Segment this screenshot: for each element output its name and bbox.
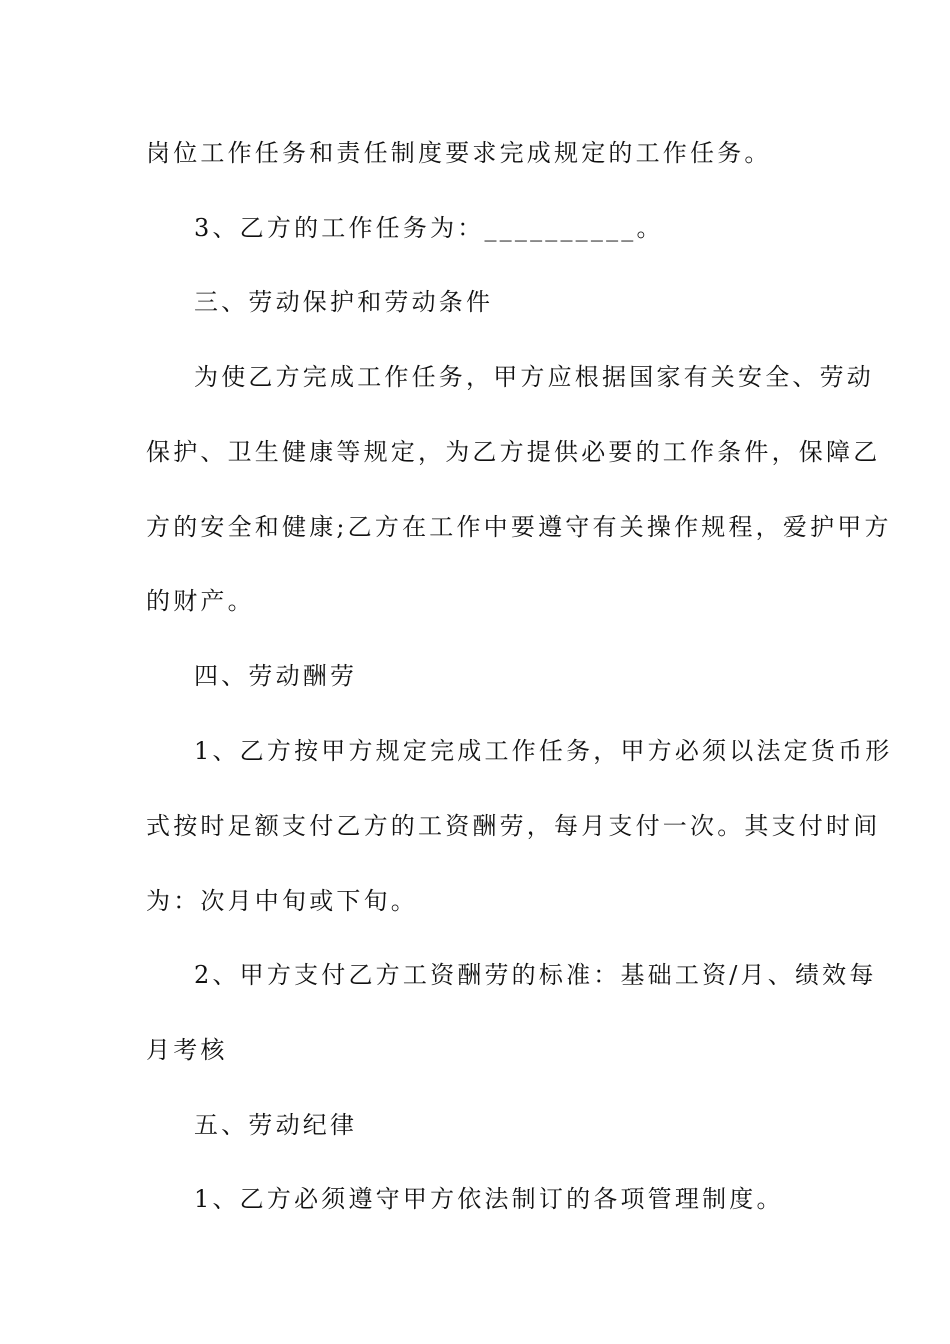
- task-item-3: 3、乙方的工作任务为：__________。: [194, 214, 664, 242]
- paragraph-line: 2、甲方支付乙方工资酬劳的标准：基础工资/月、绩效每: [194, 961, 877, 989]
- section-heading-3: 三、劳动保护和劳动条件: [194, 288, 494, 316]
- paragraph-line: 保护、卫生健康等规定，为乙方提供必要的工作条件，保障乙: [146, 438, 881, 466]
- paragraph-line: 为：次月中旬或下旬。: [146, 887, 418, 915]
- paragraph-line: 1、乙方按甲方规定完成工作任务，甲方必须以法定货币形: [194, 737, 893, 765]
- paragraph-line: 月考核: [146, 1036, 228, 1064]
- paragraph-line: 1、乙方必须遵守甲方依法制订的各项管理制度。: [194, 1185, 784, 1213]
- paragraph-line: 方的安全和健康;乙方在工作中要遵守有关操作规程，爱护甲方: [146, 513, 892, 541]
- paragraph-line: 为使乙方完成工作任务，甲方应根据国家有关安全、劳动: [194, 363, 874, 391]
- paragraph-line: 岗位工作任务和责任制度要求完成规定的工作任务。: [146, 139, 772, 167]
- section-heading-5: 五、劳动纪律: [194, 1111, 358, 1139]
- paragraph-line: 式按时足额支付乙方的工资酬劳，每月支付一次。其支付时间: [146, 812, 881, 840]
- section-heading-4: 四、劳动酬劳: [194, 662, 358, 690]
- paragraph-line: 的财产。: [146, 587, 255, 615]
